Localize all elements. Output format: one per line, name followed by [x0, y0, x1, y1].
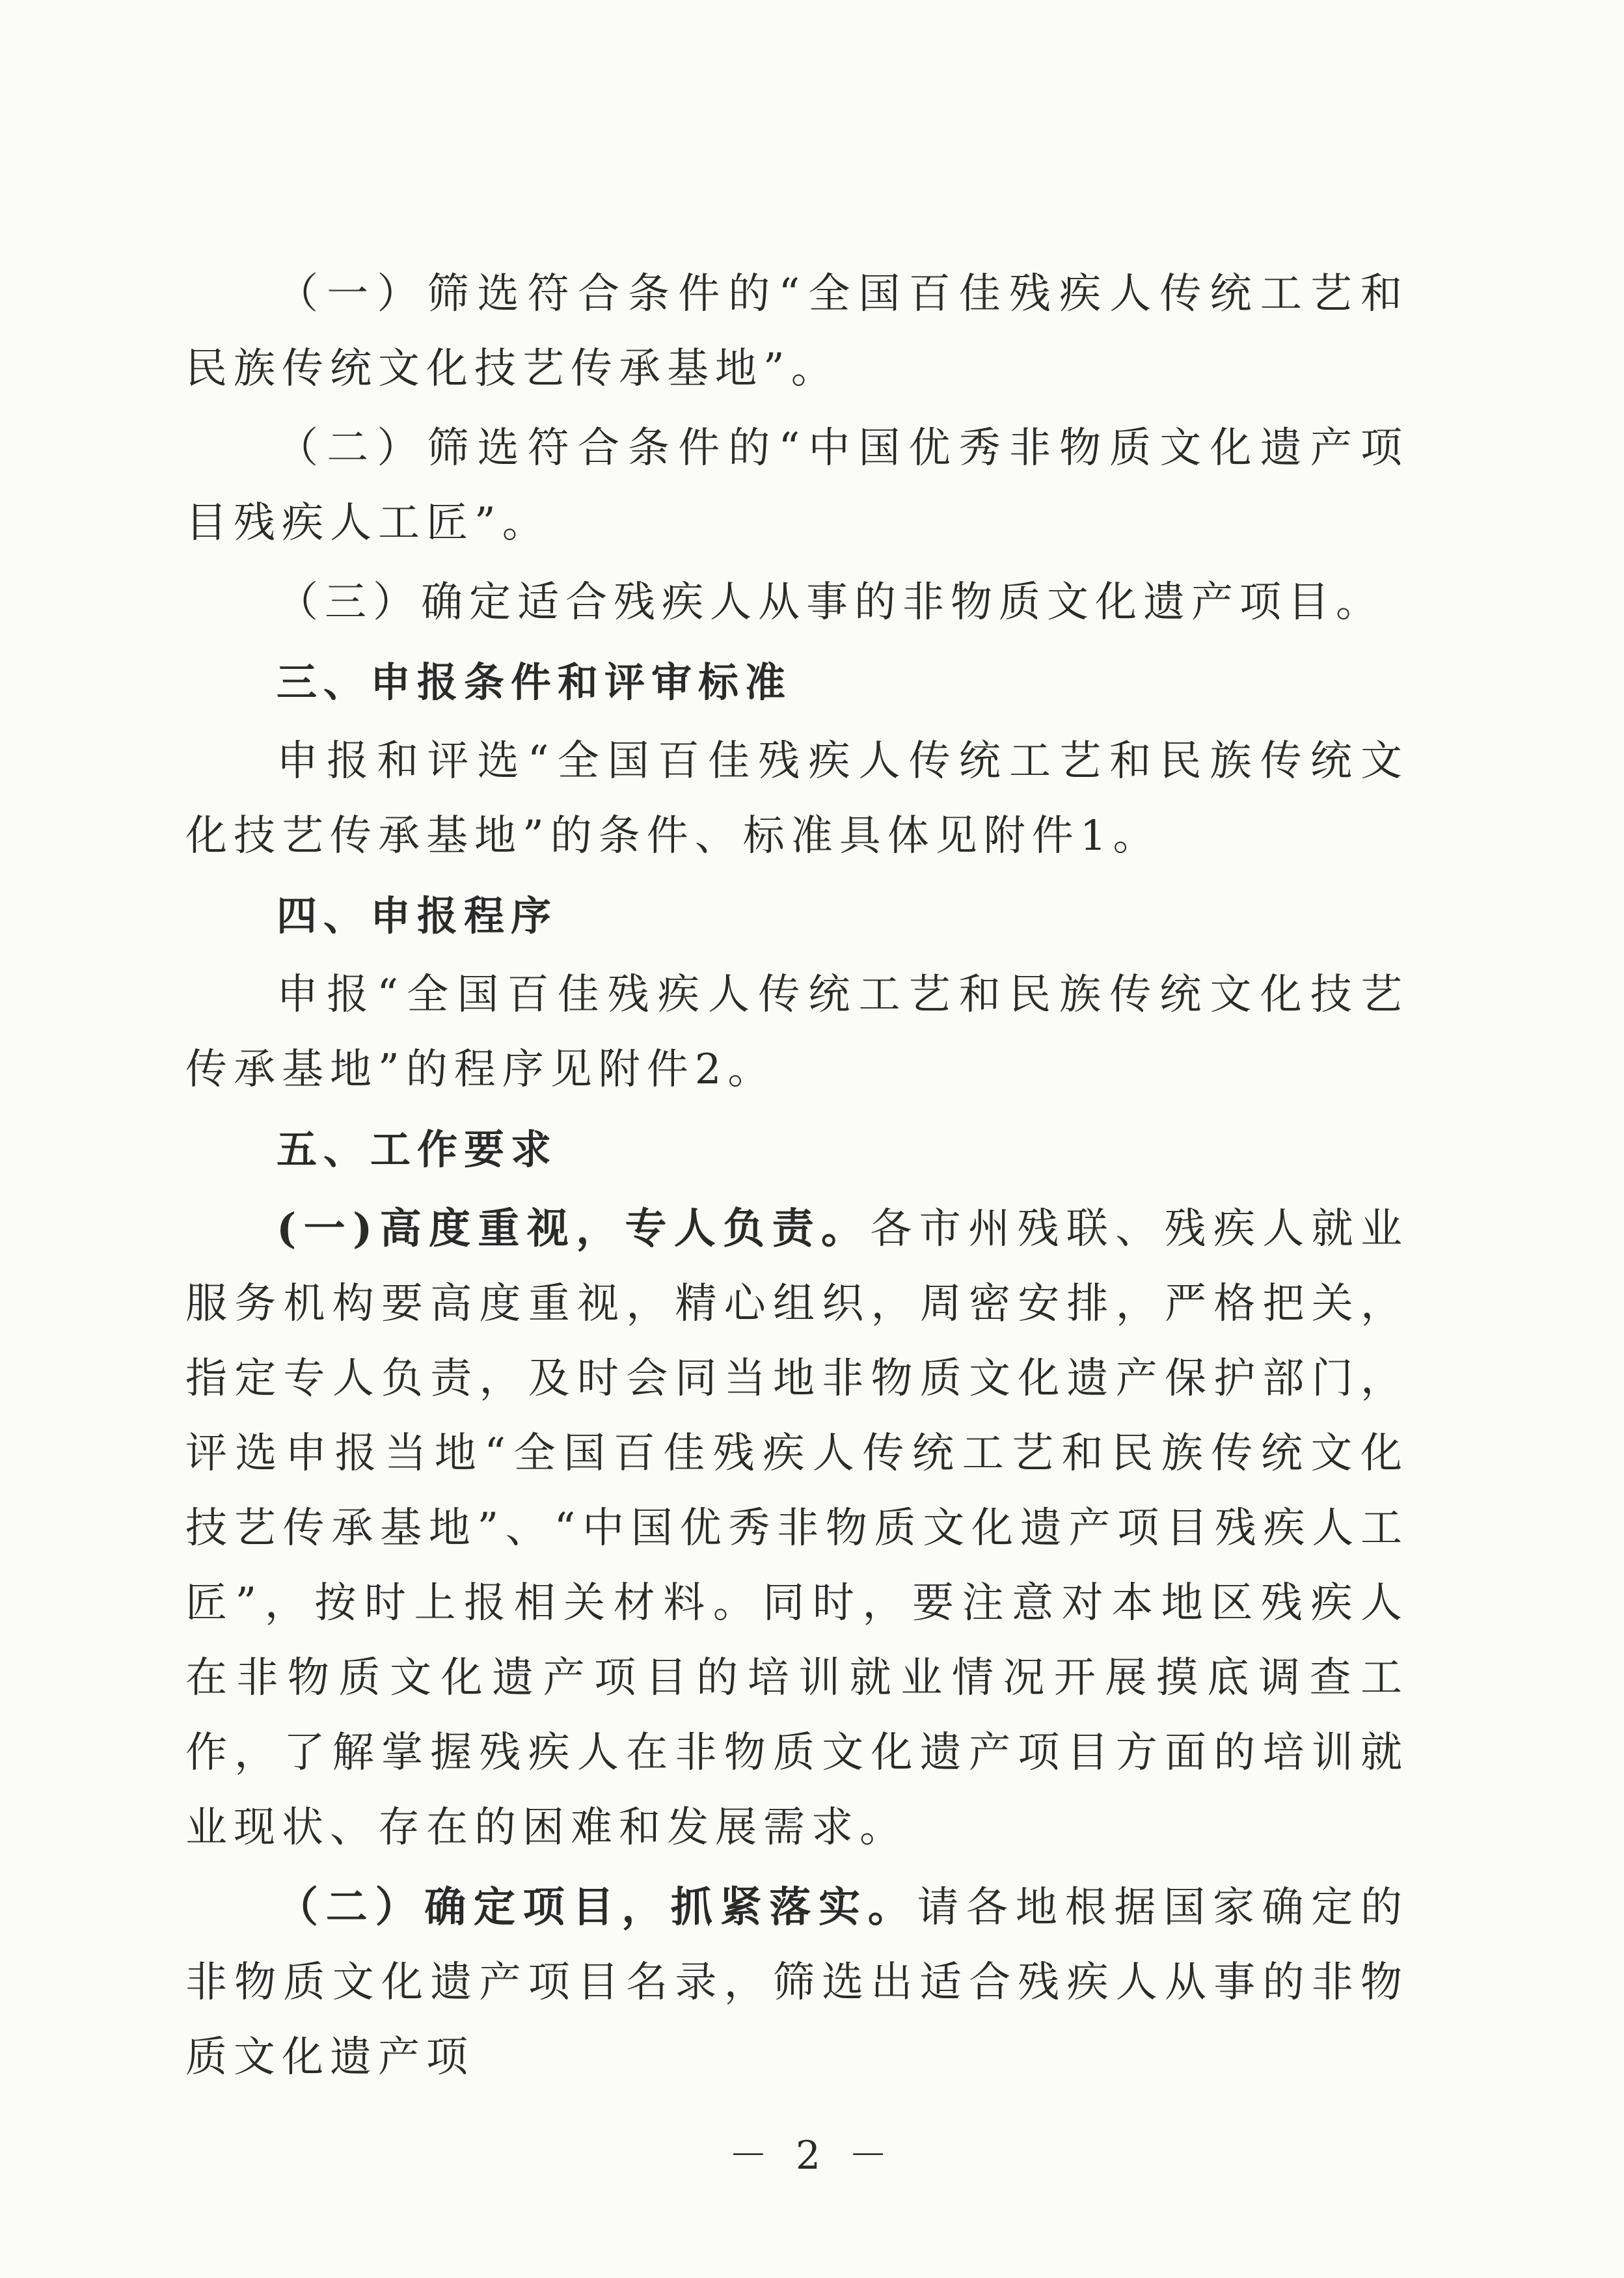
paragraph-requirement-2	[185, 1870, 1409, 2095]
section-heading-4: 四、申报程序	[277, 892, 558, 940]
requirement-1-body: 各市州残联、残疾人就业服务机构要高度重视，精心组织，周密安排，严格把关，指定专人负责，及时会同当地非物质文化遗产保护部门，评选申报当地“全国百佳残疾人传统工艺和民族传统文化技艺传承基地”、“中国优秀非物质文化遗产项目残疾人工匠”，按时上报相关材料。同时，要注意对本地区残疾人在非物质文化遗产项目的培训就业情况开展摸底调查工作，了解掌握残疾人在非物质文化遗产项目方面的培训就业现状、存在的困难和发展需求。	[185, 1205, 1409, 1852]
paragraph-task-1: （一）筛选符合条件的“全国百佳残疾人传统工艺和民族传统文化技艺传承基地”。	[185, 270, 1409, 393]
paragraph-procedure: 申报“全国百佳残疾人传统工艺和民族传统文化技艺传承基地”的程序见附件2。	[185, 971, 1409, 1094]
paragraph-conditions: 申报和评选“全国百佳残疾人传统工艺和民族传统文化技艺传承基地”的条件、标准具体见附件1。	[185, 737, 1409, 860]
paragraph-requirement-1	[185, 1191, 1409, 1865]
requirement-2-body: 请各地根据国家确定的非物质文化遗产项目名录，筛选出适合残疾人从事的非物质文化遗产项	[185, 1884, 1409, 2081]
requirement-1-lead: (一)高度重视，专人负责。	[277, 1204, 871, 1253]
paragraph-task-3: （三）确定适合残疾人从事的非物质文化遗产项目。	[277, 578, 1384, 627]
section-heading-5: 五、工作要求	[277, 1126, 558, 1173]
document-body	[185, 257, 1409, 2100]
section-heading-3: 三、申报条件和评审标准	[277, 658, 792, 706]
requirement-2-lead: （二）确定项目，抓紧落实。	[277, 1883, 917, 1932]
page-number: － 2 －	[728, 2133, 896, 2178]
paragraph-task-2: （二）筛选符合条件的“中国优秀非物质文化遗产项目残疾人工匠”。	[185, 424, 1409, 547]
